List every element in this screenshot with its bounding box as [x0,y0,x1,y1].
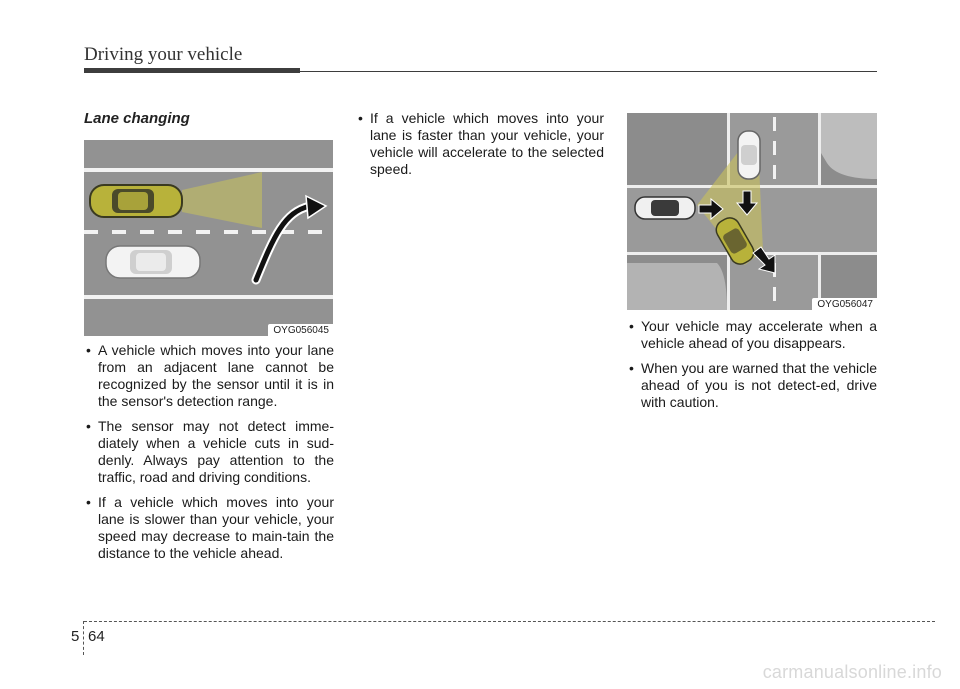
footer-divider [83,621,84,655]
bullet-list-column-2 [356,110,604,186]
page-header-title: Driving your vehicle [84,44,243,65]
list-item: • If a vehicle which moves into your lane is faster than your vehicle, your vehicle will accelerate to the selected speed. [356,110,604,178]
figure-caption: OYG056047 [812,298,877,310]
list-item: • The sensor may not detect imme-diately when a vehicle cuts in sud-denly. Always pay attention to the traffic, road and driving conditions. [84,418,334,486]
list-item: • When you are warned that the vehicle ahead of you is not detect-ed, drive with caution. [627,360,877,411]
figure-lane-change [84,140,333,336]
list-item: • A vehicle which moves into your lane from an adjacent lane cannot be recognized by the sensor until it is in the sensor's detection range. [84,342,334,410]
header-rule-thin [300,71,877,72]
lane-change-illustration-icon [84,140,333,336]
watermark: carmanualsonline.info [762,662,942,682]
footer-rule [84,621,935,622]
bullet-list-column-3 [627,318,877,419]
list-item: • Your vehicle may accelerate when a vehicle ahead of you disappears. [627,318,877,352]
section-title: Lane changing [84,110,190,127]
figure-intersection [627,113,877,310]
bullet-list-column-1 [84,342,334,570]
list-item: • If a vehicle which moves into your lane is slower than your vehicle, your speed may decrease to main-tain the distance to the vehicle ahead. [84,494,334,562]
header-rule-thick [84,68,300,73]
figure-caption: OYG056045 [268,324,333,336]
intersection-illustration-icon [627,113,877,310]
page-number: 64 [88,628,105,645]
section-number: 5 [71,628,80,645]
